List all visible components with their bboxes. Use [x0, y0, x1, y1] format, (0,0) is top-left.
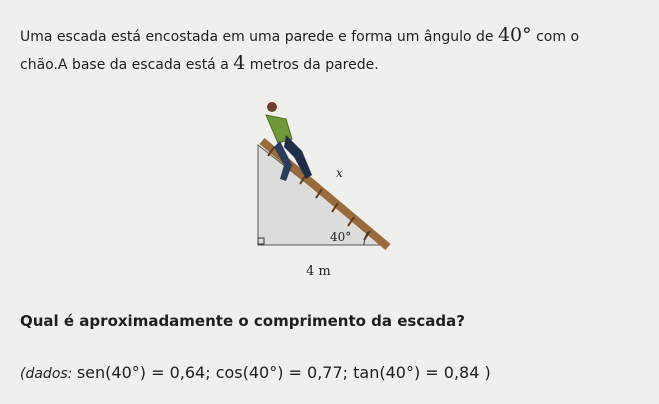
- given-formula: sen(40°) = 0,64; cos(40°) = 0,77; tan(40°) = 0,84 ): [76, 363, 491, 382]
- problem-line-1: [20, 24, 579, 46]
- distance-value: 4: [233, 52, 246, 74]
- problem-text-1b: com o: [531, 29, 580, 45]
- given-prefix: (dados:: [20, 366, 77, 382]
- problem-text-2a: chão.A base da escada está a: [20, 57, 234, 73]
- ladder-figure: [240, 95, 410, 290]
- problem-text-2b: metros da parede.: [245, 57, 379, 73]
- hyp-label: x: [336, 166, 343, 180]
- angle-label: 40°: [330, 230, 352, 244]
- angle-value: 40°: [497, 24, 532, 46]
- problem-line-2: [20, 52, 379, 74]
- problem-text-1a: Uma escada está encostada em uma parede e forma um ângulo de: [20, 29, 498, 45]
- base-label: 4 m: [306, 264, 331, 279]
- given-data: [20, 363, 491, 382]
- question-text: Qual é aproximadamente o comprimento da escada?: [20, 312, 465, 330]
